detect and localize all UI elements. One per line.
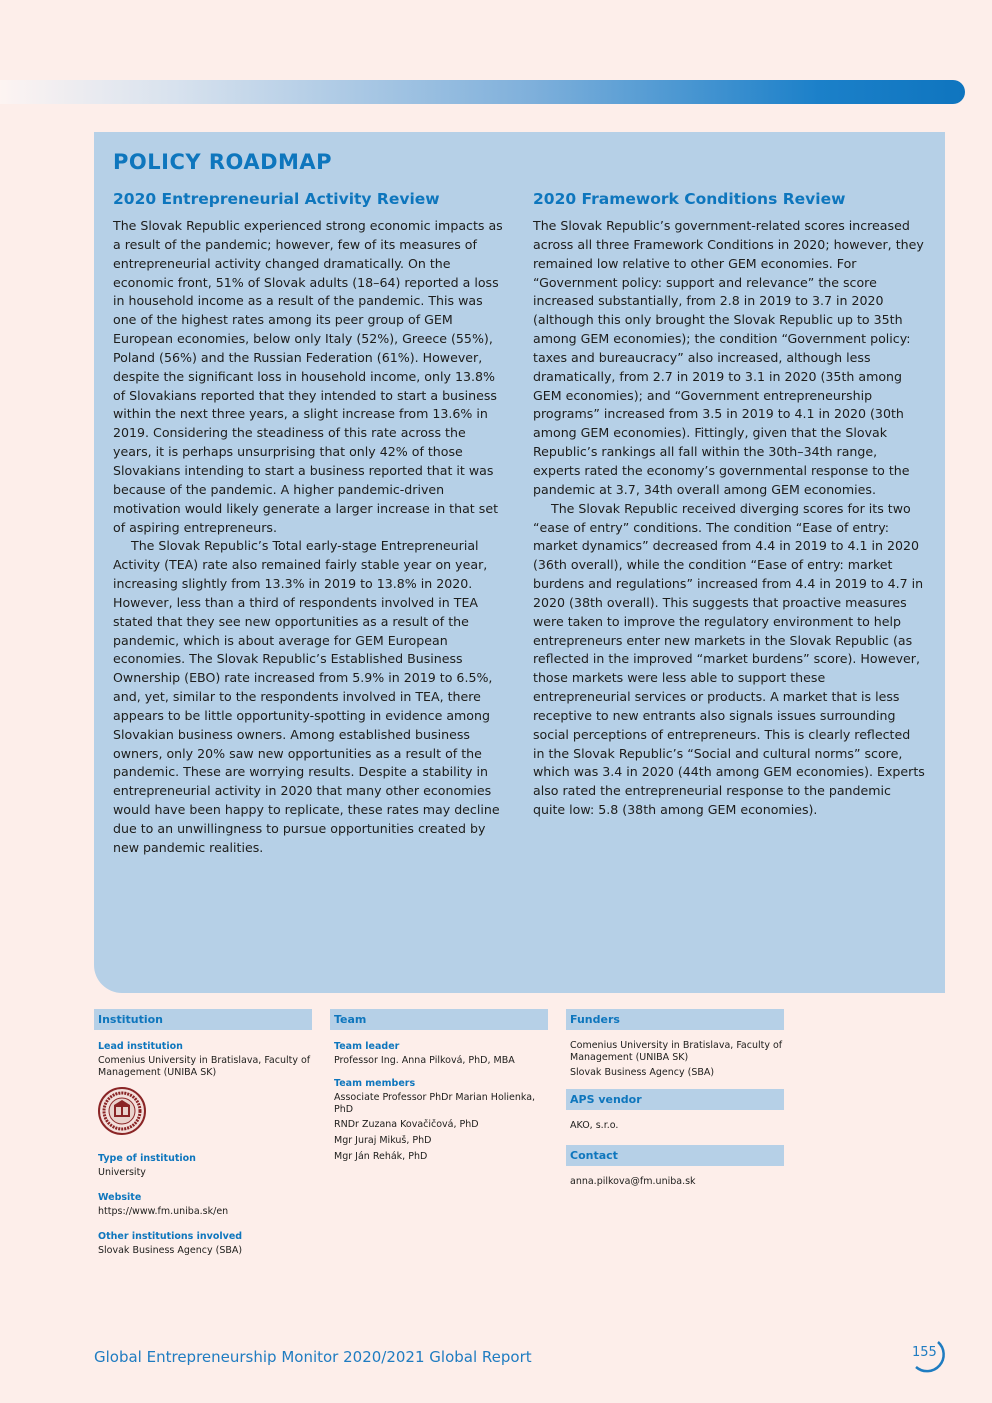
aps-vendor-header: APS vendor bbox=[566, 1089, 784, 1110]
left-paragraph: The Slovak Republic experienced strong economic impacts as a result of the pandemic; however, few of its measures of entrepreneurial activity changed dramatically. On the economic front, 51% of Slovak adults (18–64) reported a loss in household income as a result of the pandemic. This was one of the highest rates among its peer group of GEM European economies, below only Italy (52%), Greece (55%), Poland (56%) and the Russian Federation (61%). However, despite the significant loss in household income, only 13.8% of Slovakians reported that they intended to start a business within the next three years, a slight increase from 13.6% in 2019. Considering the steadiness of this rate across the years, it is perhaps unsurprising that only 42% of those Slovakians intending to start a business reported that it was because of the pandemic. A higher pandemic-driven motivation would likely generate a larger increase in that set of aspiring entrepreneurs. bbox=[113, 218, 503, 535]
other-institutions-label: Other institutions involved bbox=[98, 1231, 243, 1242]
institution-header: Institution bbox=[94, 1009, 312, 1030]
website-label: Website bbox=[98, 1192, 142, 1203]
page-number bbox=[908, 1337, 948, 1373]
team-leader-value: Professor Ing. Anna Pilková, PhD, MBA bbox=[334, 1055, 515, 1066]
contact-header: Contact bbox=[566, 1145, 784, 1166]
team-member: Mgr Ján Rehák, PhD bbox=[334, 1151, 428, 1162]
left-column-heading: 2020 Entrepreneurial Activity Review bbox=[113, 190, 440, 208]
team-header: Team bbox=[330, 1009, 548, 1030]
institution-block bbox=[94, 1009, 312, 1257]
right-column-heading: 2020 Framework Conditions Review bbox=[533, 190, 846, 208]
team-member: Associate Professor PhDr Marian Holienka, PhD bbox=[334, 1092, 536, 1115]
framework-conditions-column bbox=[533, 190, 925, 820]
right-paragraph: The Slovak Republic’s government-related scores increased across all three Framework Conditions in 2020; however, they remained low relative to other GEM economies. For “Government policy: support and relevance” the score increased substantially, from 2.8 in 2019 to 3.7 in 2020 (although this only brought the Slovak Republic up to 35th among GEM economies); the condition “Government policy: taxes and bureaucracy” also increased, although less dramatically, from 2.7 in 2019 to 3.1 in 2020 (35th among GEM economies); and “Government entrepreneurship programs” increased from 3.5 in 2019 to 4.1 in 2020 (30th among GEM economies). Fittingly, given that the Slovak Republic’s rankings all fall within the 30th–34th range, experts rated the economy’s governmental response to the pandemic at 3.7, 34th overall among GEM economies. bbox=[533, 218, 924, 497]
funder-item: Comenius University in Bratislava, Faculty of Management (UNIBA SK) bbox=[570, 1040, 783, 1063]
entrepreneurial-activity-column bbox=[113, 190, 505, 858]
institution-type-label: Type of institution bbox=[98, 1153, 196, 1164]
website-link[interactable]: https://www.fm.uniba.sk/en bbox=[98, 1206, 229, 1217]
team-members-label: Team members bbox=[334, 1078, 416, 1089]
funders-block bbox=[566, 1009, 784, 1188]
section-title: POLICY ROADMAP bbox=[113, 150, 333, 174]
policy-roadmap-panel bbox=[94, 132, 945, 993]
contact-email-link[interactable]: anna.pilkova@fm.uniba.sk bbox=[570, 1176, 696, 1187]
top-gradient-band bbox=[0, 80, 965, 104]
report-title-footer: Global Entrepreneurship Monitor 2020/2021 Global Report bbox=[94, 1348, 532, 1366]
lead-institution-label: Lead institution bbox=[98, 1041, 183, 1052]
university-seal-icon bbox=[98, 1087, 146, 1135]
funder-item: Slovak Business Agency (SBA) bbox=[570, 1067, 715, 1078]
page-number-text: 155 bbox=[912, 1345, 937, 1360]
team-leader-label: Team leader bbox=[334, 1041, 400, 1052]
funders-header: Funders bbox=[566, 1009, 784, 1030]
aps-vendor-value: AKO, s.r.o. bbox=[570, 1120, 619, 1131]
left-paragraph: The Slovak Republic’s Total early-stage Entrepreneurial Activity (TEA) rate also remained fairly stable year on year, increasing slightly from 13.3% in 2019 to 13.8% in 2020. However, less than a third of respondents involved in TEA stated that they see new opportunities as a result of the pandemic, which is about average for GEM European economies. The Slovak Republic’s Established Business Ownership (EBO) rate increased from 5.9% in 2019 to 6.5%, and, yet, similar to the respondents involved in TEA, there appears to be little opportunity-spotting in evidence among Slovakian business owners. Among established business owners, only 20% saw new opportunities as a result of the pandemic. These are worrying results. Despite a stability in entrepreneurial activity in 2020 that many other economies would have been happy to replicate, these rates may decline due to an unwillingness to pursue opportunities created by new pandemic realities. bbox=[113, 538, 500, 855]
right-paragraph: The Slovak Republic received diverging scores for its two “ease of entry” conditions. The condition “Ease of entry: market dynamics” decreased from 4.4 in 2019 to 4.1 in 2020 (36th overall), while the condition “Ease of entry: market burdens and regulations” increased from 4.4 in 2019 to 4.7 in 2020 (38th overall). This suggests that proactive measures were taken to improve the regulatory environment to help entrepreneurs enter new markets in the Slovak Republic (as reflected in the improved “market burdens” score). However, those markets were less able to support these entrepreneurial services or products. A market that is less receptive to new entrants also signals issues surrounding social perceptions of entrepreneurs. This is clearly reflected in the Slovak Republic’s “Social and cultural norms” score, which was 3.4 in 2020 (44th among GEM economies). Experts also rated the entrepreneurial response to the pandemic quite low: 5.8 (38th among GEM economies). bbox=[533, 500, 925, 818]
team-block bbox=[330, 1009, 548, 1163]
lead-institution-value: Comenius University in Bratislava, Faculty of Management (UNIBA SK) bbox=[98, 1055, 311, 1078]
institution-type-value: University bbox=[98, 1167, 146, 1178]
other-institutions-value: Slovak Business Agency (SBA) bbox=[98, 1245, 243, 1256]
team-member: RNDr Zuzana Kovačičová, PhD bbox=[334, 1119, 479, 1130]
team-member: Mgr Juraj Mikuš, PhD bbox=[334, 1135, 432, 1146]
